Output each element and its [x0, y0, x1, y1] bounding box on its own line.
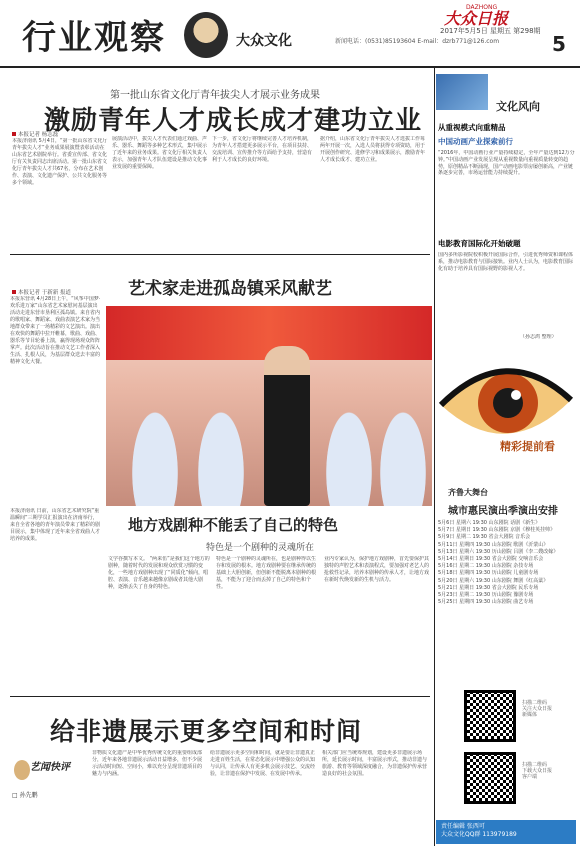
culture-wind-item1-sub: 中国动画产业探索前行 [438, 137, 513, 146]
mascot-illustration [184, 12, 228, 58]
photo-article-text2: 本报济南讯 日前，山东省艺术研究院“重温瞬间”三期学员汇报演出在济南举行，来自全省各地的青年演员带来了精彩的剧目展示，集中体现了近年来全省戏曲人才培养的成果。 [10, 508, 101, 542]
schedule-item: 5月7日 星期日 19:30 山东剧院 京剧《穆桂英挂帅》 [438, 527, 556, 534]
schedule-item: 5月21日 星期日 19:30 省会大剧院 民乐专场 [438, 584, 539, 591]
schedule-item: 5月11日 星期四 19:30 山东剧院 歌剧《沂蒙山》 [438, 541, 549, 548]
column-divider [434, 68, 435, 846]
dancer-figure [320, 396, 378, 506]
schedule-item: 5月9日 星期二 19:30 省会大剧院 音乐会 [438, 534, 531, 541]
schedule-item: 5月13日 星期六 19:30 历山剧院 吕剧《李二嫂改嫁》 [438, 548, 559, 555]
photo-article-headline: 艺术家走进孤岛镇采风献艺 [128, 279, 332, 299]
top-article-headline: 激励青年人才成长成才建功立业 [44, 106, 423, 136]
opera-article-col3: 业内专家认为，保护地方戏剧种，首先要保护其独特的声腔艺术和表演程式，要加强对老艺人的抢救性记录，培养本剧种的传承人才，让地方戏在新时代焕发新的生机与活力。 [324, 556, 430, 583]
qr-code-2[interactable] [464, 752, 516, 804]
newspaper-logo-sub: DAZHONG [466, 4, 498, 11]
divider [10, 696, 430, 697]
section-subtitle: 大众文化 [236, 33, 292, 49]
schedule-item: 5月23日 星期二 19:30 历山剧院 豫剧专场 [438, 592, 534, 599]
culture-wind-item1-text: “2016年，中国动画行业产量持续稳定，全年产量达到12万分钟。”中国动画产业发展呈现从重视数量向重视质量转变的趋势，原创精品不断涌现，国产动画电影票房屡创新高，产业链条逐步完善，市场运营能力持续提升。 [438, 150, 575, 177]
schedule-item: 5月14日 星期日 19:30 省会大剧院 交响音乐会 [438, 556, 544, 563]
singer-figure [264, 346, 310, 506]
divider [10, 254, 430, 255]
contact-group-line: 大众文化QQ群 113979189 [441, 831, 517, 838]
preview-label: 精彩提前看 [500, 440, 555, 453]
culture-wind-label: 文化风向 [496, 100, 540, 113]
bottom-article-col2: 给非遗展示更多空间和时间，就是要让非遗真正走进百姓生活，在常态化展示中增强公众的认知与认同，让传承人有更多机会展示技艺、交流经验，让非遗在保护中发展、在发展中传承。 [210, 750, 316, 777]
culture-wind-item1-title: 从重视模式向重精品 [438, 123, 506, 132]
preview-subtitle: 齐鲁大舞台 [448, 488, 488, 497]
issue-date: 2017年5月5日 星期五 第298期 [440, 27, 541, 35]
page-number: 5 [552, 32, 566, 56]
footer-editor-bar [436, 820, 576, 844]
preview-headline: 城市惠民演出季演出安排 [448, 506, 558, 517]
section-title: 行业观察 [22, 18, 166, 58]
schedule-item: 5月16日 星期二 19:30 山东剧院 杂技专场 [438, 563, 534, 570]
culture-wind-item2-author: （孙志鸿 整理） [520, 334, 557, 340]
opera-article-headline: 地方戏剧种不能丢了自己的特色 [128, 516, 339, 534]
schedule-item: 5月25日 星期四 19:30 山东剧院 曲艺专场 [438, 599, 534, 606]
bottom-article-col1: 非物质文化遗产是中华优秀传统文化的重要组成部分，近年来各地非遗展示活动日益增多，但不少展示活动时间短、空间小，难以充分呈现非遗项目的魅力与内涵。 [92, 750, 203, 777]
culture-wind-graphic [436, 74, 488, 110]
byline-text: 本报记者 于新新 报道 [18, 290, 71, 296]
byline-text: 本报记者 杨志磊 [18, 132, 59, 138]
schedule-item: 5月18日 星期四 19:30 历山剧院 儿童剧专场 [438, 570, 539, 577]
photo-article-text: 本报东营讯 4月28日上午，“风筝中国梦·欢乐进万家”山东省艺术家慰问基层演出活动走进东营市垦利区孤岛镇。来自省内的歌唱家、舞蹈家、戏曲表演艺术家为当地群众带来了一场精彩的文艺演出。演出在欢快的舞蹈中拉开帷幕，歌曲、戏曲、器乐等节目轮番上演，赢得现场观众阵阵掌声。此次活动旨在推动文艺工作者深入生活、扎根人民，为基层群众送去丰富的精神文化大餐。 [10, 296, 101, 365]
top-article-byline [12, 130, 58, 138]
qr-code-1[interactable] [464, 690, 516, 742]
dancer-figure [374, 396, 432, 506]
contact-line: 新闻电话：(0531)85193604 E-mail：dzrb771@126.com [335, 38, 500, 45]
top-article-subtitle: 第一批山东省文化厅青年拔尖人才展示业务成果 [110, 90, 320, 101]
schedule-item: 5月20日 星期六 19:30 山东剧院 舞剧《红高粱》 [438, 577, 549, 584]
qr-caption-2: 扫描二维码 下载大众日报 客户端 [522, 762, 553, 780]
opera-article-col2: 特色是一个剧种的灵魂所在，也是剧种得以生存和发展的根本。地方戏剧种要在继承传统的基础上大胆创新，但创新不能脱离本剧种的根基，不能为了迎合而丢掉了自己的特色和个性。 [216, 556, 317, 590]
dancer-figure [126, 396, 184, 506]
bullet-icon [12, 132, 16, 136]
culture-wind-item2-title: 电影教育国际化开始破题 [438, 239, 521, 248]
top-article-col2: 展演活动中，拔尖人才代表们通过戏曲、声乐、器乐、舞蹈等多种艺术形式，集中展示了近年来的业务成果。省文化厅相关负责人表示，加强青年人才队伍建设是推动文化事业发展的重要保障。 [112, 136, 208, 170]
performance-photo [106, 306, 432, 506]
photo-article-byline [12, 288, 71, 296]
editor-line: 责任编辑 张西可 [441, 823, 485, 830]
culture-wind-item2-text: 国内多所影视院校积极开展国际合作，引进优秀师资和课程体系，推动电影教育与国际接轨。业内人士认为，电影教育国际化有助于培养具有国际视野的影视人才。 [438, 252, 574, 272]
schedule-list [438, 520, 576, 606]
top-article-col4: 据介绍，山东省文化厅青年拔尖人才选拔工作每两年开展一次，入选人员将获得专项资助，用于开展创作研究、进修学习和成果展示，激励青年人才成长成才、建功立业。 [320, 136, 426, 163]
top-article-col3: 下一步，省文化厅将继续完善人才培养机制，为青年人才搭建更多展示平台，在项目扶持、交流培训、宣传推介等方面给予支持，营造有利于人才成长的良好环境。 [212, 136, 313, 163]
newspaper-logo: 大众日报 [444, 9, 509, 28]
masthead [0, 0, 580, 68]
bullet-icon [12, 290, 16, 294]
opera-article-subtitle: 特色是一个剧种的灵魂所在 [206, 543, 315, 553]
bottom-article-author: □ 孙先鹏 [12, 792, 38, 799]
qr-caption-1: 扫描二维码 关注大众日报 新媒体 [522, 700, 553, 718]
top-article-col1: 本报济南讯 5月4日，“第一批山东省文化厅青年拔尖人才”业务成果展演暨表彰活动在山东省艺术剧院举行。省委宣传部、省文化厅有关负责同志出席活动。第一批山东省文化厅青年拔尖人才共67名，分布在艺术创作、表演、文化遗产保护、公共文化服务等多个领域。 [12, 138, 108, 186]
bottom-article-col3: 相关部门应当统筹规划，建设更多非遗展示场所，延长展示时间，丰富展示形式，推动非遗与旅游、教育等领域深度融合，为非遗保护传承营造良好的社会氛围。 [322, 750, 428, 777]
schedule-item: 5月6日 星期六 19:30 山东剧院 话剧《新生》 [438, 520, 541, 526]
column-name: 艺闻快评 [30, 762, 70, 773]
bottom-article-headline: 给非遗展示更多空间和时间 [50, 717, 363, 746]
opera-article-col1: 文学谷撰写本文。 “两来伍”是我们这个地方的剧种，随着时代的发展和观众欣赏习惯的变化，一些地方戏剧种出现了“同质化”倾向，唱腔、表演、音乐越来越像京剧或者其他大剧种，逐渐丢失了自身的特色。 [108, 556, 210, 590]
dancer-figure [192, 396, 250, 506]
